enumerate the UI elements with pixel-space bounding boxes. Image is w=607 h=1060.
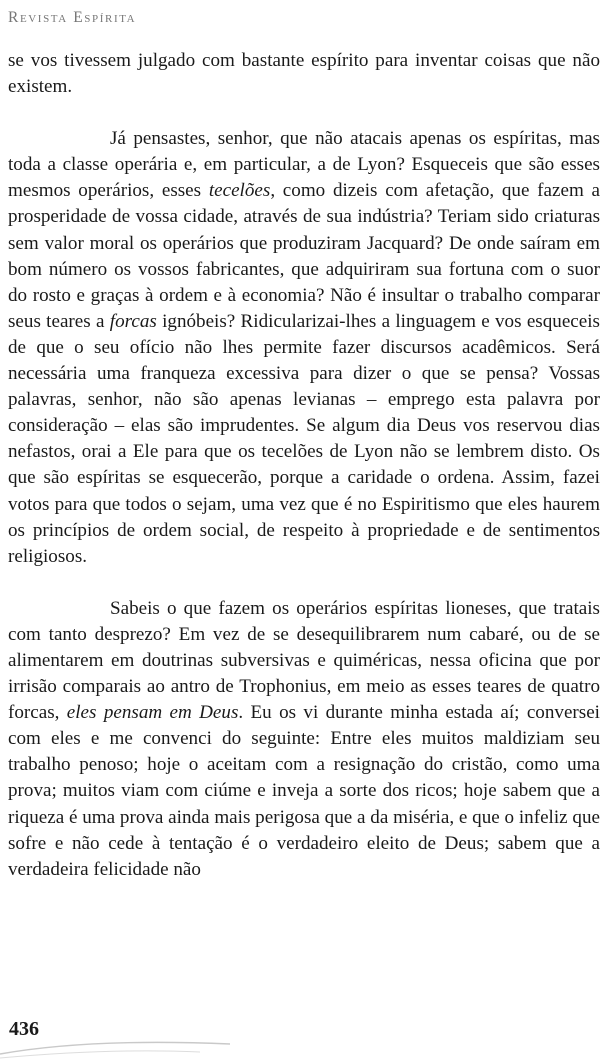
paragraph-3-text-a: Sabeis o que fazem os operários espíritas lioneses, que tratais com tanto desprezo? Em vez de se desequilibrarem num cabaré, ou de se alimentarem em doutrinas subversivas e quiméricas, nessa oficina que por irrisão comparais ao antro de Trophonius, em meio as esses teares de quatro forcas, <box>8 597 600 724</box>
page-footer <box>0 1018 607 1060</box>
paragraph-1: se vos tivessem julgado com bastante espírito para inventar coisas que não existem. <box>8 50 600 98</box>
paragraph-2-text-b: , como dizeis com afetação, que fazem a prosperidade de vossa cidade, através de sua indústria? Teriam sido criaturas sem valor moral os operários que produziram Jacquard? De onde saíram em bom número os vossos fabricantes, que adquiriram sua fortuna com o suor do rosto e graças à ordem e à economia? Não é insultar o trabalho comparar seus teares a <box>8 180 600 332</box>
emphasis-forcas: forcas <box>109 310 157 332</box>
paragraph-2-text-c: ignóbeis? Ridicularizai-lhes a linguagem e vos esqueceis de que o seu ofício não lhes permite fazer discursos acadêmicos. Será necessária uma franqueza excessiva para dizer o que se pensa? Vossas palavras, senhor, não são apenas levianas – emprego esta palavra por consideração – elas são imprudentes. Se algum dia Deus vos reservou dias nefastos, orai a Ele para que os tecelões de Lyon não se lembrem disto. Os que são espíritas se esquecerão, porque a caridade o ordena. Assim, fazei votos para que todos o sejam, uma vez que é no Espiritismo que eles haurem os princípios de ordem social, de respeito à propriedade e de sentimentos religiosos. <box>8 310 600 567</box>
page-number: 436 <box>9 1018 39 1040</box>
page-body <box>8 48 600 883</box>
emphasis-teceloes: tecelões <box>208 180 271 202</box>
paragraph-3 <box>8 596 600 883</box>
paragraph-2-text-a: Já pensastes, senhor, que não atacais apenas os espíritas, mas toda a classe operária e, em particular, a de Lyon? Esqueceis que são esses mesmos operários, esses <box>8 128 600 202</box>
emphasis-eles-pensam-em-deus: eles pensam em Deus <box>66 702 239 724</box>
running-header: Revista Espírita <box>8 9 137 26</box>
paragraph-3-text-b: . Eu os vi durante minha estada aí; conversei com eles e me convenci do seguinte: Entre eles muitos maldiziam seu trabalho penoso; hoje o aceitam com a resignação do cristão, como uma prova; muitos viam com ciúme e inveja a sorte dos ricos; hoje sabem que a riqueza é uma prova ainda mais perigosa que a da miséria, e que o infeliz que sofre e não cede à tentação é o verdadeiro eleito de Deus; sabem que a verdadeira felicidade não <box>8 702 600 880</box>
paragraph-2 <box>8 126 600 570</box>
